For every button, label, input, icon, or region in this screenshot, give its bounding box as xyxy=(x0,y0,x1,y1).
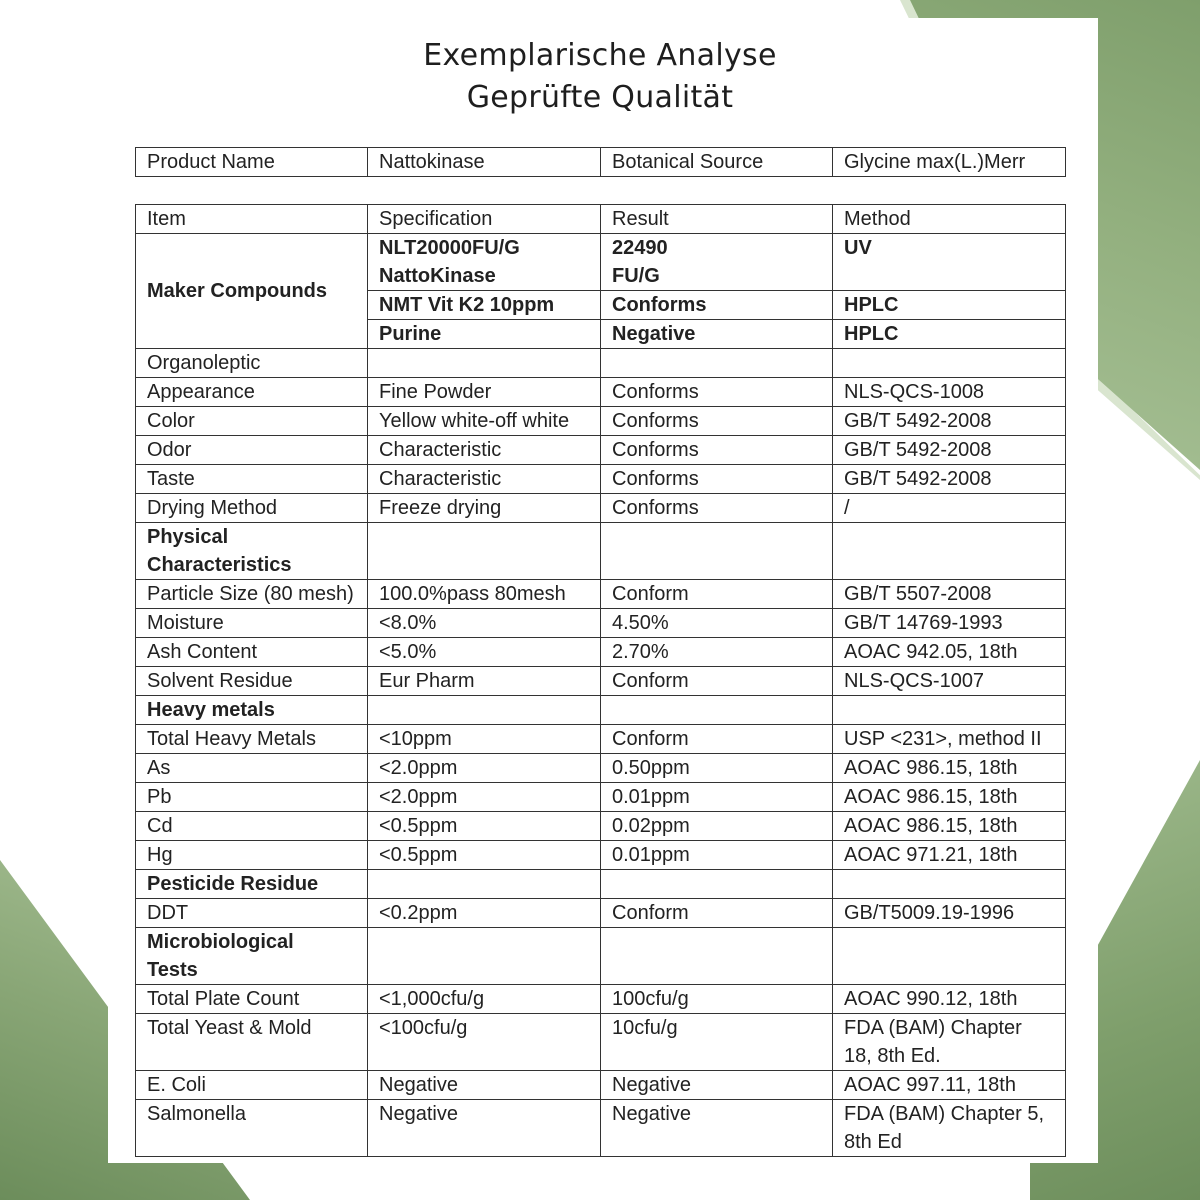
specification-cell: Purine xyxy=(368,320,601,349)
method-cell: USP <231>, method II xyxy=(833,725,1066,754)
result-cell: Conforms xyxy=(601,407,833,436)
method-cell: UV xyxy=(833,234,1066,291)
table-section-row xyxy=(136,928,1066,985)
table-row xyxy=(136,1100,1066,1157)
method-cell: / xyxy=(833,494,1066,523)
analysis-table xyxy=(135,204,1066,1157)
result-cell: Conform xyxy=(601,899,833,928)
result-cell: 100cfu/g xyxy=(601,985,833,1014)
method-cell: GB/T 14769-1993 xyxy=(833,609,1066,638)
column-header-item: Item xyxy=(136,205,368,234)
specification-cell: <0.5ppm xyxy=(368,812,601,841)
specification-cell xyxy=(368,523,601,580)
table-row xyxy=(136,899,1066,928)
method-cell: GB/T 5507-2008 xyxy=(833,580,1066,609)
product-name-value: Nattokinase xyxy=(368,148,601,177)
item-cell: Organoleptic xyxy=(136,349,368,378)
method-cell: GB/T 5492-2008 xyxy=(833,436,1066,465)
specification-cell: <0.2ppm xyxy=(368,899,601,928)
specification-cell: <0.5ppm xyxy=(368,841,601,870)
table-row xyxy=(136,465,1066,494)
item-cell: Total Plate Count xyxy=(136,985,368,1014)
specification-cell xyxy=(368,349,601,378)
specification-cell: <1,000cfu/g xyxy=(368,985,601,1014)
specification-cell: Freeze drying xyxy=(368,494,601,523)
table-row xyxy=(136,725,1066,754)
table-row xyxy=(136,1014,1066,1071)
table-row-maker-compound xyxy=(136,234,1066,291)
specification-cell: <100cfu/g xyxy=(368,1014,601,1071)
item-cell: DDT xyxy=(136,899,368,928)
table-row xyxy=(136,812,1066,841)
item-cell: Particle Size (80 mesh) xyxy=(136,580,368,609)
method-cell: NLS-QCS-1008 xyxy=(833,378,1066,407)
specification-cell: Characteristic xyxy=(368,465,601,494)
table-row xyxy=(136,783,1066,812)
specification-cell: NLT20000FU/G NattoKinase xyxy=(368,234,601,291)
method-cell xyxy=(833,523,1066,580)
method-cell: AOAC 997.11, 18th xyxy=(833,1071,1066,1100)
item-cell: Appearance xyxy=(136,378,368,407)
specification-cell: <2.0ppm xyxy=(368,783,601,812)
specification-cell xyxy=(368,928,601,985)
table-row xyxy=(136,378,1066,407)
specification-cell: 100.0%pass 80mesh xyxy=(368,580,601,609)
result-cell: Negative xyxy=(601,1071,833,1100)
specification-cell: <5.0% xyxy=(368,638,601,667)
item-cell: Moisture xyxy=(136,609,368,638)
table-row xyxy=(136,609,1066,638)
specification-cell xyxy=(368,870,601,899)
specification-cell: Characteristic xyxy=(368,436,601,465)
result-cell: 0.01ppm xyxy=(601,783,833,812)
result-cell: Conforms xyxy=(601,494,833,523)
page-title: Exemplarische Analyse xyxy=(423,38,777,73)
result-cell: Conform xyxy=(601,725,833,754)
table-header-row xyxy=(136,205,1066,234)
result-cell: Conform xyxy=(601,667,833,696)
product-info-row xyxy=(136,148,1066,177)
product-name-label: Product Name xyxy=(136,148,368,177)
result-cell xyxy=(601,349,833,378)
result-cell: Conforms xyxy=(601,465,833,494)
specification-cell: <10ppm xyxy=(368,725,601,754)
result-cell xyxy=(601,523,833,580)
method-cell: AOAC 986.15, 18th xyxy=(833,754,1066,783)
table-section-row xyxy=(136,870,1066,899)
table-row xyxy=(136,1071,1066,1100)
method-cell xyxy=(833,928,1066,985)
specification-cell: <2.0ppm xyxy=(368,754,601,783)
method-cell: GB/T 5492-2008 xyxy=(833,407,1066,436)
method-cell: AOAC 986.15, 18th xyxy=(833,783,1066,812)
method-cell: HPLC xyxy=(833,291,1066,320)
result-cell: Negative xyxy=(601,320,833,349)
table-section-row xyxy=(136,523,1066,580)
column-header-method: Method xyxy=(833,205,1066,234)
result-cell: Conforms xyxy=(601,378,833,407)
item-cell: Total Yeast & Mold xyxy=(136,1014,368,1071)
specification-cell: Eur Pharm xyxy=(368,667,601,696)
method-cell xyxy=(833,696,1066,725)
page-subtitle: Geprüfte Qualität xyxy=(466,80,734,115)
method-cell xyxy=(833,349,1066,378)
item-cell: As xyxy=(136,754,368,783)
result-cell: 0.01ppm xyxy=(601,841,833,870)
table-row xyxy=(136,407,1066,436)
table-row xyxy=(136,494,1066,523)
column-header-specification: Specification xyxy=(368,205,601,234)
table-row xyxy=(136,667,1066,696)
item-cell: Cd xyxy=(136,812,368,841)
method-cell: FDA (BAM) Chapter 5, 8th Ed xyxy=(833,1100,1066,1157)
method-cell: AOAC 990.12, 18th xyxy=(833,985,1066,1014)
result-cell: Negative xyxy=(601,1100,833,1157)
item-cell: Color xyxy=(136,407,368,436)
item-cell: Odor xyxy=(136,436,368,465)
result-cell: 22490 FU/G xyxy=(601,234,833,291)
specification-cell: Negative xyxy=(368,1100,601,1157)
result-cell: 0.50ppm xyxy=(601,754,833,783)
table-row xyxy=(136,638,1066,667)
item-cell: Hg xyxy=(136,841,368,870)
method-cell: GB/T5009.19-1996 xyxy=(833,899,1066,928)
item-cell: Salmonella xyxy=(136,1100,368,1157)
botanical-source-label: Botanical Source xyxy=(601,148,833,177)
result-cell: 0.02ppm xyxy=(601,812,833,841)
result-cell: Conform xyxy=(601,580,833,609)
item-cell: Pb xyxy=(136,783,368,812)
item-cell: Pesticide Residue xyxy=(136,870,368,899)
specification-cell: NMT Vit K2 10ppm xyxy=(368,291,601,320)
specification-cell: Negative xyxy=(368,1071,601,1100)
table-row xyxy=(136,580,1066,609)
table-row xyxy=(136,985,1066,1014)
result-cell: Conforms xyxy=(601,436,833,465)
result-cell xyxy=(601,696,833,725)
result-cell: Conforms xyxy=(601,291,833,320)
method-cell: AOAC 986.15, 18th xyxy=(833,812,1066,841)
item-cell: Drying Method xyxy=(136,494,368,523)
item-cell: Ash Content xyxy=(136,638,368,667)
table-row xyxy=(136,436,1066,465)
method-cell: GB/T 5492-2008 xyxy=(833,465,1066,494)
maker-compounds-label: Maker Compounds xyxy=(136,234,368,349)
item-cell: Microbiological Tests xyxy=(136,928,368,985)
table-row xyxy=(136,349,1066,378)
table-row xyxy=(136,754,1066,783)
method-cell: NLS-QCS-1007 xyxy=(833,667,1066,696)
table-section-row xyxy=(136,696,1066,725)
method-cell: AOAC 971.21, 18th xyxy=(833,841,1066,870)
result-cell: 10cfu/g xyxy=(601,1014,833,1071)
item-cell: Taste xyxy=(136,465,368,494)
specification-cell: <8.0% xyxy=(368,609,601,638)
method-cell: HPLC xyxy=(833,320,1066,349)
result-cell: 2.70% xyxy=(601,638,833,667)
result-cell: 4.50% xyxy=(601,609,833,638)
product-info-table xyxy=(135,147,1066,177)
analysis-table-body xyxy=(136,205,1066,1157)
item-cell: Heavy metals xyxy=(136,696,368,725)
result-cell xyxy=(601,928,833,985)
method-cell xyxy=(833,870,1066,899)
specification-cell xyxy=(368,696,601,725)
item-cell: Solvent Residue xyxy=(136,667,368,696)
result-cell xyxy=(601,870,833,899)
specification-cell: Fine Powder xyxy=(368,378,601,407)
method-cell: FDA (BAM) Chapter 18, 8th Ed. xyxy=(833,1014,1066,1071)
item-cell: Physical Characteristics xyxy=(136,523,368,580)
item-cell: Total Heavy Metals xyxy=(136,725,368,754)
specification-cell: Yellow white-off white xyxy=(368,407,601,436)
method-cell: AOAC 942.05, 18th xyxy=(833,638,1066,667)
botanical-source-value: Glycine max(L.)Merr xyxy=(833,148,1066,177)
column-header-result: Result xyxy=(601,205,833,234)
item-cell: E. Coli xyxy=(136,1071,368,1100)
table-row xyxy=(136,841,1066,870)
